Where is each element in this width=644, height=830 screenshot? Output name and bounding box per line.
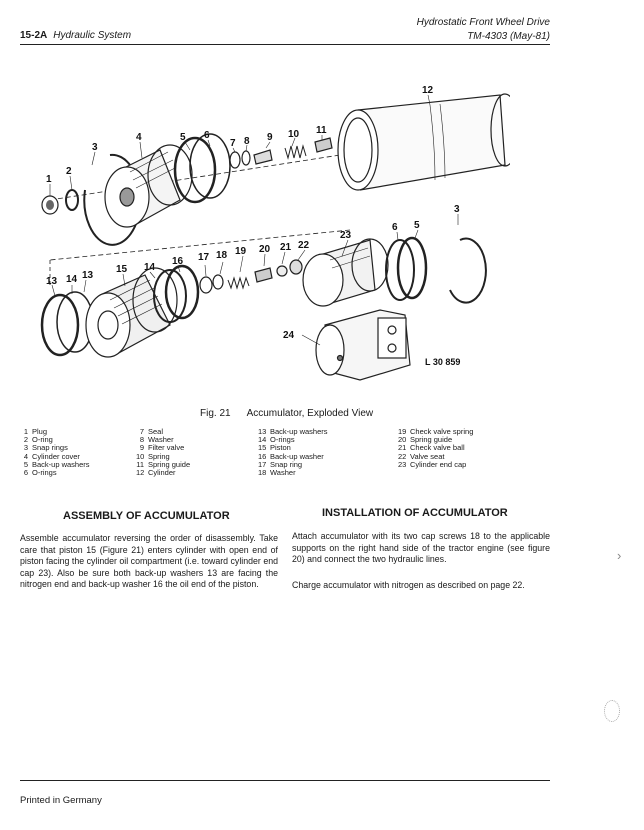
footer-rule xyxy=(20,780,550,781)
legend-item: 21 Check valve ball xyxy=(398,443,465,453)
callout-17: 17 xyxy=(198,252,210,263)
manual-code: TM-4303 (May-81) xyxy=(467,31,550,42)
callout-15: 15 xyxy=(116,264,128,275)
callout-12: 12 xyxy=(422,85,434,96)
installation-paragraph-2: Charge accumulator with nitrogen as described on page 22. xyxy=(292,580,525,590)
page-header-right xyxy=(417,16,550,44)
callout-11: 11 xyxy=(316,125,327,136)
header-rule xyxy=(20,44,550,45)
piston-part xyxy=(86,268,177,357)
manual-title: Hydrostatic Front Wheel Drive xyxy=(416,17,550,28)
callout-20: 20 xyxy=(259,244,271,255)
back-up-washer-part xyxy=(175,138,215,202)
plug-part xyxy=(42,196,58,214)
legend-item: 4 Cylinder cover xyxy=(23,451,80,461)
valve-seat-part xyxy=(290,260,302,274)
legend-item: 6 O-rings xyxy=(23,468,57,478)
callout-8: 8 xyxy=(244,136,250,147)
legend-column-4 xyxy=(398,428,473,469)
callout-18: 18 xyxy=(216,250,228,261)
callout-10: 10 xyxy=(288,129,300,140)
legend-item: 9 Filter valve xyxy=(139,443,185,453)
callout-6b: 6 xyxy=(392,222,398,233)
legend-column-3 xyxy=(258,428,328,477)
callout-9: 9 xyxy=(267,132,273,143)
legend-item: 10 Spring xyxy=(136,451,170,461)
callout-3b: 3 xyxy=(454,204,460,215)
callout-6: 6 xyxy=(204,130,210,141)
legend-item: 19 Check valve spring xyxy=(398,427,474,436)
legend-item: 7 Seal xyxy=(139,427,164,436)
figure-number: Fig. 21 xyxy=(200,408,231,419)
legend-item: 18 Washer xyxy=(258,468,296,478)
o-ring-part xyxy=(66,190,78,210)
callout-23: 23 xyxy=(340,230,352,241)
legend-item: 20 Spring guide xyxy=(398,435,453,445)
legend-item: 23 Cylinder end cap xyxy=(398,459,467,469)
top-axis-line xyxy=(50,155,340,200)
figure-caption xyxy=(200,408,389,419)
callout-21: 21 xyxy=(280,242,292,253)
legend-item: 8 Washer xyxy=(139,435,174,445)
callout-22: 22 xyxy=(298,240,310,251)
legend-item: 17 Snap ring xyxy=(258,459,303,469)
assembly-paragraph: Assemble accumulator reversing the order of disassembly. Take care that piston 15 (Figure 21) enters cylinder with open end of piston facing the cylinder oil compartment (i.e. toward cylinder end cap 23). Also be sure both back-up washers 13 are facing the nitrogen end and back-up washer 16 the oil end of the piston. xyxy=(20,533,278,589)
footer-text: Printed in Germany xyxy=(20,795,102,806)
legend-item: 2 O-ring xyxy=(23,435,53,445)
assembly-heading: ASSEMBLY OF ACCUMULATOR xyxy=(63,510,230,522)
callout-2: 2 xyxy=(66,166,72,177)
seal-part xyxy=(230,152,240,168)
legend-item: 3 Snap rings xyxy=(23,443,68,453)
spring-part xyxy=(285,146,306,158)
legend-item: 11 Spring guide xyxy=(136,459,191,469)
legend-item: 16 Back-up washer xyxy=(258,451,324,461)
snap-ring-17-part xyxy=(200,277,212,293)
assembled-end-cap-part xyxy=(316,310,410,380)
callout-19: 19 xyxy=(235,246,247,257)
o-ring-part-6 xyxy=(190,134,230,198)
callout-5b: 5 xyxy=(414,220,420,231)
page-number: 15-2A xyxy=(20,30,48,41)
callout-14b: 14 xyxy=(144,262,156,273)
figure-ref-code: L 30 859 xyxy=(425,357,461,367)
legend-item: 14 O-rings xyxy=(258,435,295,445)
check-valve-ball-part xyxy=(277,266,287,276)
legend-item: 5 Back-up washers xyxy=(23,459,90,469)
spring-guide-part xyxy=(315,138,332,152)
section-name: Hydraulic System xyxy=(53,30,132,41)
callout-3: 3 xyxy=(92,142,98,153)
callout-16: 16 xyxy=(172,256,184,267)
legend-item: 13 Back-up washers xyxy=(258,427,328,436)
punch-hole-mark xyxy=(604,700,620,722)
callout-7: 7 xyxy=(230,138,236,149)
legend-column-2 xyxy=(136,428,190,477)
filter-valve-part xyxy=(254,150,272,164)
callout-4: 4 xyxy=(136,132,142,143)
installation-paragraph-1: Attach accumulator with its two cap screws 18 to the applicable supports on the right hand side of the tractor engine (see figure 20) and connect the two hydraulic lines. xyxy=(292,531,550,564)
callout-14a: 14 xyxy=(66,274,78,285)
callout-13a: 13 xyxy=(46,276,58,287)
back-up-washer-5b-part xyxy=(398,238,426,298)
callout-1: 1 xyxy=(46,174,52,185)
spring-guide-20-part xyxy=(255,268,272,282)
callout-13b: 13 xyxy=(82,270,94,281)
legend-item: 15 Piston xyxy=(258,443,291,453)
page-header-left xyxy=(20,30,131,41)
cylinder-part xyxy=(338,94,510,190)
accumulator-exploded-diagram xyxy=(30,60,510,400)
check-valve-spring-part xyxy=(228,278,249,288)
back-up-washer-16-part xyxy=(166,266,198,318)
legend-item: 12 Cylinder xyxy=(136,468,176,478)
legend-item: 22 Valve seat xyxy=(398,451,445,461)
callout-5: 5 xyxy=(180,132,186,143)
snap-ring-3b-part xyxy=(450,239,486,303)
washer-part xyxy=(242,151,250,165)
legend-item: 1 Plug xyxy=(23,427,48,436)
figure-title: Accumulator, Exploded View xyxy=(246,408,374,419)
legend-column-1 xyxy=(20,428,90,477)
margin-mark: › xyxy=(617,548,622,563)
o-ring-part-14b xyxy=(154,270,186,322)
cylinder-end-cap-part xyxy=(303,239,388,306)
installation-heading: INSTALLATION OF ACCUMULATOR xyxy=(322,507,508,519)
callout-24: 24 xyxy=(283,330,295,341)
washer-18-part xyxy=(213,275,223,289)
